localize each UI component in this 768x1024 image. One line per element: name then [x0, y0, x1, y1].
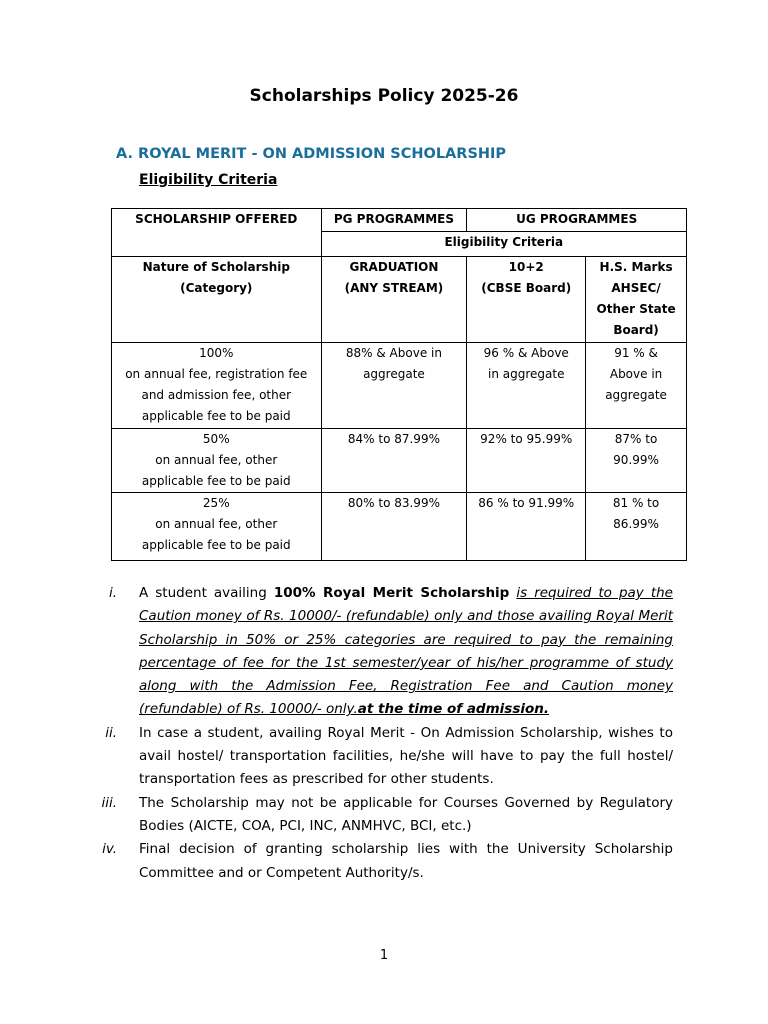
header-hs-line: H.S. Marks — [599, 260, 673, 274]
note-text: In case a student, availing Royal Merit - On Admission Scholarship, wishes to avail hostel/ transportation facilities, he/she will have to pay the full hostel/ transportation fees as prescribed for other students. — [139, 724, 673, 788]
header-pg-programmes: PG PROGRAMMES — [321, 209, 467, 232]
note-text-underlined: is required to pay the Caution money of Rs. 10000/- (refundable) only and those availing Royal Merit Scholarship in 50% or 25% categories are required to pay the remaining percentage of fee for the 1st semester/year of his/her programme of study along with the Admission Fee, Registration Fee and Caution money (refundable) of Rs. 10000/- only. — [139, 585, 673, 718]
hs-criteria-line: 86.99% — [613, 517, 659, 531]
header-graduation-line: (ANY STREAM) — [344, 281, 444, 295]
note-text: Final decision of granting scholarship lies with the University Scholarship Committee and or Competent Authority/s. — [139, 841, 673, 881]
cbse-criteria-cell — [467, 493, 586, 561]
header-hs-marks — [586, 257, 687, 343]
hs-criteria-cell — [586, 429, 687, 493]
scholarship-desc: applicable fee to be paid — [141, 409, 291, 423]
section-heading: A. ROYAL MERIT - ON ADMISSION SCHOLARSHIP — [116, 146, 507, 162]
pg-criteria-cell — [321, 429, 467, 493]
header-graduation-line: GRADUATION — [349, 260, 439, 274]
note-numeral: iv. — [102, 841, 117, 858]
scholarship-percent: 25% — [202, 496, 230, 510]
scholarship-desc: applicable fee to be paid — [141, 538, 291, 552]
header-cbse-line: (CBSE Board) — [481, 281, 572, 295]
pg-criteria-line: aggregate — [363, 367, 425, 381]
hs-criteria-line: 87% to — [614, 432, 658, 446]
cbse-criteria-cell — [467, 429, 586, 493]
scholarship-desc: on annual fee, other — [155, 517, 278, 531]
scholarship-percent: 50% — [202, 432, 230, 446]
notes-list — [101, 582, 673, 885]
hs-criteria-line: 90.99% — [613, 453, 659, 467]
table-header-row — [112, 209, 687, 232]
header-hs-line: Other State — [596, 302, 676, 316]
header-nature-line: Nature of Scholarship — [142, 260, 290, 274]
header-ug-programmes: UG PROGRAMMES — [467, 209, 687, 232]
cbse-criteria-cell — [467, 343, 586, 429]
scholarship-desc: on annual fee, registration fee — [125, 367, 308, 381]
page-title: Scholarships Policy 2025-26 — [249, 86, 519, 106]
scholarship-percent: 100% — [199, 346, 234, 360]
note-text-bold: 100% Royal Merit Scholarship — [273, 585, 510, 601]
note-item — [105, 722, 673, 792]
header-eligibility-criteria: Eligibility Criteria — [321, 232, 686, 257]
hs-criteria-cell — [586, 343, 687, 429]
scholarship-cell — [112, 343, 322, 429]
note-text-emphasis: at the time of admission. — [357, 701, 549, 718]
pg-criteria-cell — [321, 343, 467, 429]
note-numeral: iii. — [101, 794, 117, 811]
header-hs-line: AHSEC/ — [611, 281, 661, 295]
note-item — [102, 838, 673, 885]
hs-criteria-line: aggregate — [605, 388, 667, 402]
hs-criteria-cell — [586, 493, 687, 561]
table-row — [112, 343, 687, 429]
scholarship-desc: on annual fee, other — [155, 453, 278, 467]
note-item — [101, 792, 673, 839]
eligibility-table — [111, 208, 687, 561]
cbse-criteria-line: 96 % & Above — [483, 346, 569, 360]
note-numeral: i. — [108, 585, 117, 601]
pg-criteria-cell — [321, 493, 467, 561]
pg-criteria-line: 80% to 83.99% — [347, 496, 440, 510]
note-numeral: ii. — [105, 724, 117, 741]
cbse-criteria-line: 92% to 95.99% — [480, 432, 573, 446]
pg-criteria-line: 88% & Above in — [345, 346, 442, 360]
table-row — [112, 429, 687, 493]
note-text: The Scholarship may not be applicable for Courses Governed by Regulatory Bodies (AICTE, COA, PCI, INC, ANMHVC, BCI, etc.) — [139, 794, 673, 834]
header-nature-line: (Category) — [180, 281, 253, 295]
header-nature-of-scholarship — [112, 257, 322, 343]
pg-criteria-line: 84% to 87.99% — [347, 432, 440, 446]
page-number: 1 — [379, 948, 389, 963]
note-item — [108, 582, 673, 722]
scholarship-desc: and admission fee, other — [141, 388, 292, 402]
cbse-criteria-line: 86 % to 91.99% — [478, 496, 575, 510]
table-row — [112, 493, 687, 561]
header-cbse-line: 10+2 — [508, 260, 544, 274]
eligibility-criteria-heading: Eligibility Criteria — [139, 172, 278, 188]
hs-criteria-line: Above in — [609, 367, 663, 381]
header-cbse — [467, 257, 586, 343]
header-graduation — [321, 257, 467, 343]
table-category-row — [112, 257, 687, 343]
hs-criteria-line: 91 % & — [614, 346, 658, 360]
header-scholarship-offered: SCHOLARSHIP OFFERED — [112, 209, 322, 257]
hs-criteria-line: 81 % to — [612, 496, 660, 510]
cbse-criteria-line: in aggregate — [488, 367, 565, 381]
header-hs-line: Board) — [613, 323, 659, 337]
note-text: A student availing — [139, 585, 274, 601]
scholarship-cell — [112, 429, 322, 493]
scholarship-desc: applicable fee to be paid — [141, 474, 291, 488]
scholarship-cell — [112, 493, 322, 561]
